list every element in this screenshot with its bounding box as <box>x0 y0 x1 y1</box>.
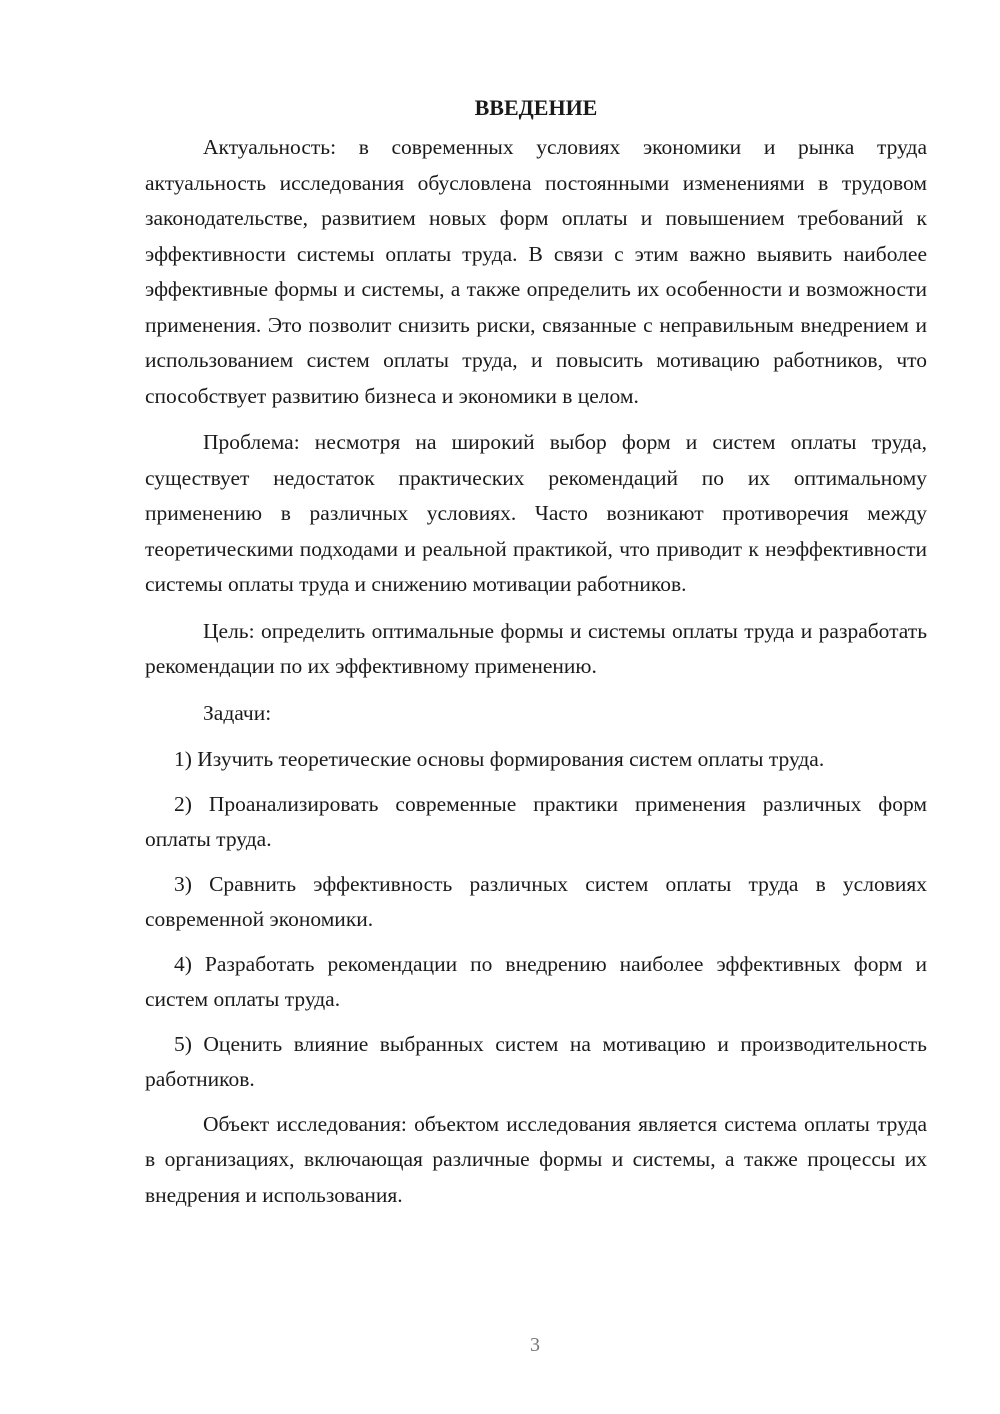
object-paragraph: Объект исследования: объектом исследования является система оплаты труда в организациях, включающая различные формы и системы, а также процессы их внедрения и использования. <box>145 1111 927 1207</box>
goal-paragraph: Цель: определить оптимальные формы и системы оплаты труда и разработать рекомендации по их эффективному применению. <box>145 618 927 678</box>
task-item: 4) Разработать рекомендации по внедрению наиболее эффективных форм и систем оплаты труда. <box>145 951 927 1011</box>
problem-paragraph: Проблема: несмотря на широкий выбор форм и систем оплаты труда, существует недостаток практических рекомендаций по их оптимальному применению в различных условиях. Часто возникают противоречия между теоретическими подходами и реальной практикой, что приводит к неэффективности системы оплаты труда и снижению мотивации работников. <box>145 430 927 596</box>
task-item: 3) Сравнить эффективность различных систем оплаты труда в условиях современной экономики. <box>145 871 927 931</box>
task-item: 5) Оценить влияние выбранных систем на мотивацию и производительность работников. <box>145 1031 927 1091</box>
document-page <box>145 90 927 1224</box>
tasks-list <box>145 742 927 1098</box>
relevance-paragraph: Актуальность: в современных условиях экономики и рынка труда актуальность исследования обусловлена постоянными изменениями в трудовом законодательстве, развитием новых форм оплаты и повышением требований к эффективности системы оплаты труда. В связи с этим важно выявить наиболее эффективные формы и системы, а также определить их особенности и возможности применения. Это позволит снизить риски, связанные с неправильным внедрением и использованием систем оплаты труда, и повысить мотивацию работников, что способствует развитию бизнеса и экономики в целом. <box>145 135 927 408</box>
tasks-heading: Задачи: <box>203 700 272 725</box>
page-number: 3 <box>530 1334 540 1356</box>
task-item: 2) Проанализировать современные практики применения различных форм оплаты труда. <box>145 791 927 851</box>
task-item: 1) Изучить теоретические основы формирования систем оплаты труда. <box>174 747 825 771</box>
section-title: ВВЕДЕНИЕ <box>474 95 598 120</box>
